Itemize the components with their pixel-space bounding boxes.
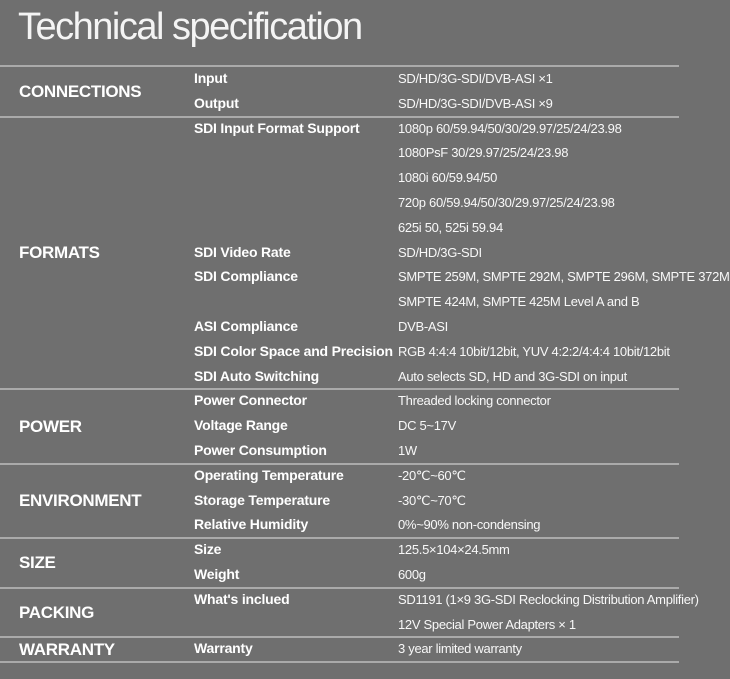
spec-value: 600g	[398, 567, 426, 582]
table-row	[0, 563, 679, 588]
section-divider	[0, 661, 679, 663]
spec-value: 625i 50, 525i 59.94	[398, 219, 503, 235]
table-row	[0, 464, 679, 489]
spec-parameter: What's inclued	[194, 590, 290, 607]
section-label: CONNECTIONS	[19, 81, 142, 101]
spec-value: 1080p 60/59.94/50/30/29.97/25/24/23.98	[398, 120, 622, 136]
spec-value: SMPTE 424M, SMPTE 425M Level A and B	[398, 294, 640, 310]
spec-parameter: Output	[194, 94, 239, 111]
spec-parameter: ASI Compliance	[194, 318, 298, 334]
spec-parameter: Storage Temperature	[194, 491, 330, 508]
spec-value: RGB 4:4:4 10bit/12bit, YUV 4:2:2/4:4:4 10bit/12bit	[398, 343, 670, 359]
spec-parameter: Size	[194, 541, 222, 558]
page-title: Technical specification	[18, 6, 362, 48]
spec-value: 12V Special Power Adapters × 1	[398, 616, 576, 632]
table-row	[0, 290, 679, 315]
spec-value: SD/HD/3G-SDI	[398, 244, 482, 260]
spec-value: DC 5~17V	[398, 418, 456, 434]
table-row	[0, 513, 679, 538]
spec-parameter: Warranty	[194, 640, 253, 657]
table-row	[0, 191, 679, 216]
section-label: PACKING	[19, 602, 95, 622]
spec-parameter: SDI Input Format Support	[194, 119, 360, 136]
section-label: ENVIRONMENT	[19, 491, 142, 510]
section-label: FORMATS	[19, 243, 100, 262]
spec-value: 3 year limited warranty	[398, 641, 522, 657]
spec-parameter: Voltage Range	[194, 417, 288, 434]
spec-parameter: Relative Humidity	[194, 516, 309, 533]
spec-value: -20℃~60℃	[398, 467, 466, 483]
table-row	[0, 315, 679, 340]
spec-value: 125.5×104×24.5mm	[398, 542, 510, 558]
spec-value: SD1191 (1×9 3G-SDI Reclocking Distribution Amplifier)	[398, 591, 699, 607]
table-row	[0, 340, 679, 365]
spec-parameter: Weight	[194, 566, 240, 582]
table-row	[0, 241, 679, 266]
spec-parameter: SDI Auto Switching	[194, 367, 319, 384]
spec-parameter: SDI Color Space and Precision	[194, 342, 393, 359]
table-row	[0, 538, 679, 563]
section-label: SIZE	[19, 553, 56, 572]
table-row	[0, 414, 679, 439]
spec-value: Auto selects SD, HD and 3G-SDI on input	[398, 368, 627, 384]
table-row	[0, 117, 679, 142]
section-label: POWER	[19, 416, 82, 436]
spec-parameter: Input	[194, 70, 228, 86]
spec-value: DVB-ASI	[398, 319, 448, 334]
spec-value: SD/HD/3G-SDI/DVB-ASI ×9	[398, 95, 553, 111]
table-row	[0, 141, 679, 166]
spec-value: -30℃~70℃	[398, 492, 466, 508]
table-row	[0, 216, 679, 241]
table-row	[0, 613, 679, 638]
table-row	[0, 439, 679, 464]
spec-parameter: SDI Video Rate	[194, 243, 291, 260]
spec-value: SMPTE 259M, SMPTE 292M, SMPTE 296M, SMPTE 372M	[398, 269, 730, 285]
spec-value: 1080i 60/59.94/50	[398, 170, 497, 186]
spec-parameter: Power Consumption	[194, 442, 327, 458]
spec-value: Threaded locking connector	[398, 393, 551, 409]
table-row	[0, 365, 679, 390]
table-row	[0, 389, 679, 414]
spec-parameter: Operating Temperature	[194, 466, 344, 483]
spec-value: 1080PsF 30/29.97/25/24/23.98	[398, 145, 569, 161]
spec-parameter: SDI Compliance	[194, 268, 298, 285]
spec-value: SD/HD/3G-SDI/DVB-ASI ×1	[398, 71, 553, 86]
spec-parameter: Power Connector	[194, 392, 307, 409]
table-row	[0, 166, 679, 191]
section-label: WARRANTY	[19, 639, 115, 659]
table-row	[0, 265, 730, 290]
spec-value: 0%~90% non-condensing	[398, 517, 541, 533]
spec-value: 720p 60/59.94/50/30/29.97/25/24/23.98	[398, 195, 615, 210]
table-row	[0, 588, 699, 613]
spec-value: 1W	[398, 443, 417, 458]
